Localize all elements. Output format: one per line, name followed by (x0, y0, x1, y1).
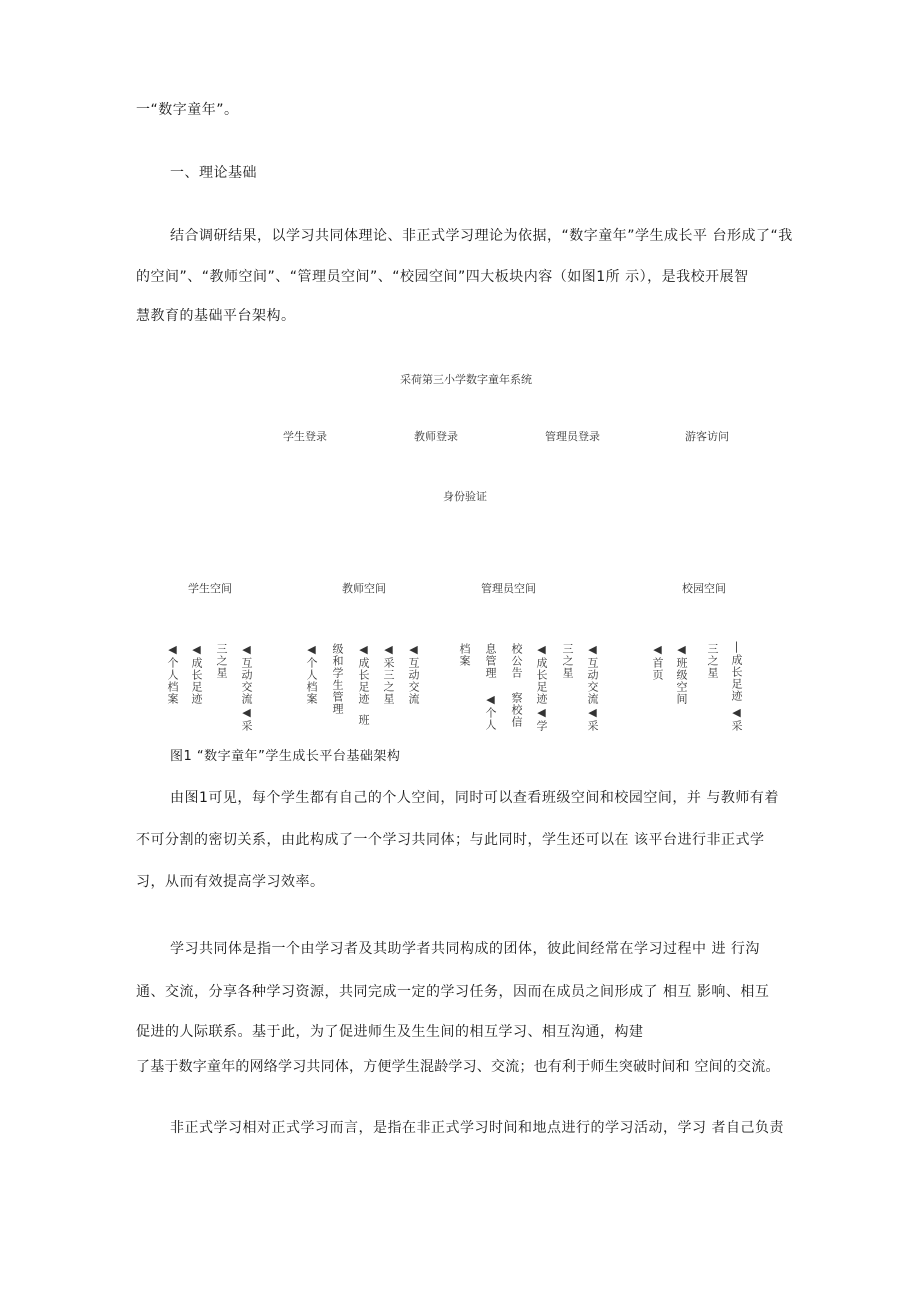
column-label: 成长足迹 (730, 654, 743, 702)
column-label: 班级空间 (675, 657, 688, 705)
column-marker: ◀ (240, 643, 253, 657)
column-label: 察校信 (510, 692, 523, 728)
module-column (357, 714, 369, 726)
module-column (586, 643, 598, 705)
column-marker: | (730, 640, 743, 654)
figure-caption: 图1 “数字童年”学生成长平台基础架构 (170, 749, 401, 764)
column-label: 学 (535, 720, 548, 732)
module-column (240, 706, 252, 732)
module-column (586, 706, 598, 732)
column-label: 首页 (651, 657, 664, 681)
module-column (651, 643, 663, 681)
paragraph-line: 结合调研结果，以学习共同体理论、非正式学习理论为依据，“数字童年”学生成长平 台形成了“我 (170, 228, 793, 244)
column-label: 三之星 (561, 643, 574, 679)
top-line: 一“数字童年”。 (136, 102, 239, 118)
column-label: 三之星 (215, 643, 228, 679)
space-campus: 校园空间 (682, 582, 726, 595)
module-column (510, 692, 522, 728)
column-marker: ◀ (305, 643, 318, 657)
space-teacher: 教师空间 (342, 582, 386, 595)
auth-box: 身份验证 (443, 490, 487, 503)
paragraph-line: 促进的人际联系。基于此，为了促进师生及生生间的相互学习、相互沟通，构建 (136, 1024, 644, 1040)
column-label: 互动交流 (240, 657, 253, 705)
column-label: 成长足迹 (535, 657, 548, 705)
column-label: 三之星 (706, 643, 719, 679)
module-column (240, 643, 252, 705)
column-label: 成长足迹 (190, 657, 203, 705)
column-label: 采三之星 (382, 657, 395, 705)
module-column (535, 706, 547, 732)
module-column (305, 643, 317, 705)
column-label: 互动交流 (407, 657, 420, 705)
module-column (458, 643, 470, 667)
module-column (190, 643, 202, 705)
column-label: 个人档案 (166, 657, 179, 705)
column-label: 班 (357, 714, 370, 726)
column-label: 成长足迹 (357, 657, 370, 705)
column-marker: ◀ (535, 706, 548, 720)
module-column (561, 643, 573, 679)
paragraph-line: 的空间”、“教师空间”、“管理员空间”、“校园空间”四大板块内容（如图1所 示），是我校开展智 (136, 269, 749, 285)
module-column (706, 643, 718, 679)
column-marker: ◀ (484, 693, 497, 707)
module-column (510, 643, 522, 679)
column-label: 校公告 (510, 643, 523, 679)
module-column (730, 706, 742, 732)
paragraph-line: 习，从而有效提高学习效率。 (136, 874, 325, 890)
column-marker: ◀ (651, 643, 664, 657)
space-student: 学生空间 (188, 582, 232, 595)
module-column (484, 643, 496, 679)
paragraph-line: 非正式学习相对正式学习而言，是指在非正式学习时间和地点进行的学习活动，学习 者自己负责 (170, 1120, 784, 1136)
column-marker: ◀ (675, 643, 688, 657)
module-column (166, 643, 178, 705)
column-label: 级和学生管理 (331, 643, 344, 715)
space-admin: 管理员空间 (481, 582, 536, 595)
column-label: 采 (240, 720, 253, 732)
module-column (382, 643, 394, 705)
module-column (484, 693, 496, 731)
paragraph-line: 了基于数字童年的网络学习共同体，方便学生混龄学习、交流；也有利于师生突破时间和 空间的交流。 (136, 1059, 780, 1075)
column-marker: ◀ (357, 643, 370, 657)
module-column (730, 640, 742, 702)
column-marker: ◀ (586, 643, 599, 657)
column-marker: ◀ (240, 706, 253, 720)
paragraph-line: 慧教育的基础平台架构。 (136, 308, 296, 324)
column-label: 采 (586, 720, 599, 732)
paragraph-line: 学习共同体是指一个由学习者及其助学者共同构成的团体，彼此间经常在学习过程中 进 行沟 (170, 941, 760, 957)
paragraph-line: 不可分割的密切关系，由此构成了一个学习共同体；与此同时，学生还可以在 该平台进行非正式学 (136, 832, 765, 848)
column-marker: ◀ (166, 643, 179, 657)
login-teacher: 教师登录 (414, 430, 458, 443)
login-student: 学生登录 (283, 430, 327, 443)
paragraph-line: 通、交流，分享各种学习资源，共同完成一定的学习任务，因而在成员之间形成了 相互 影响、相互 (136, 984, 770, 1000)
module-column (675, 643, 687, 705)
paragraph-line: 由图1可见，每个学生都有自己的个人空间，同时可以查看班级空间和校园空间，并 与教师有着 (170, 790, 779, 806)
module-column (535, 643, 547, 705)
module-column (215, 643, 227, 679)
column-label: 个人 (484, 707, 497, 731)
column-marker: ◀ (535, 643, 548, 657)
module-column (331, 643, 343, 715)
column-marker: ◀ (382, 643, 395, 657)
column-marker: ◀ (407, 643, 420, 657)
login-guest: 游客访问 (685, 430, 729, 443)
column-label: 采 (730, 720, 743, 732)
column-label: 档案 (458, 643, 471, 667)
column-label: 息管理 (484, 643, 497, 679)
figure-title: 采荷第三小学数字童年系统 (400, 373, 532, 386)
column-label: 互动交流 (586, 657, 599, 705)
login-admin: 管理员登录 (545, 430, 600, 443)
column-label: 个人档案 (305, 657, 318, 705)
column-marker: ◀ (586, 706, 599, 720)
column-marker: ◀ (730, 706, 743, 720)
section-heading: 一、理论基础 (170, 165, 257, 181)
module-column (407, 643, 419, 705)
column-marker: ◀ (190, 643, 203, 657)
module-column (357, 643, 369, 705)
